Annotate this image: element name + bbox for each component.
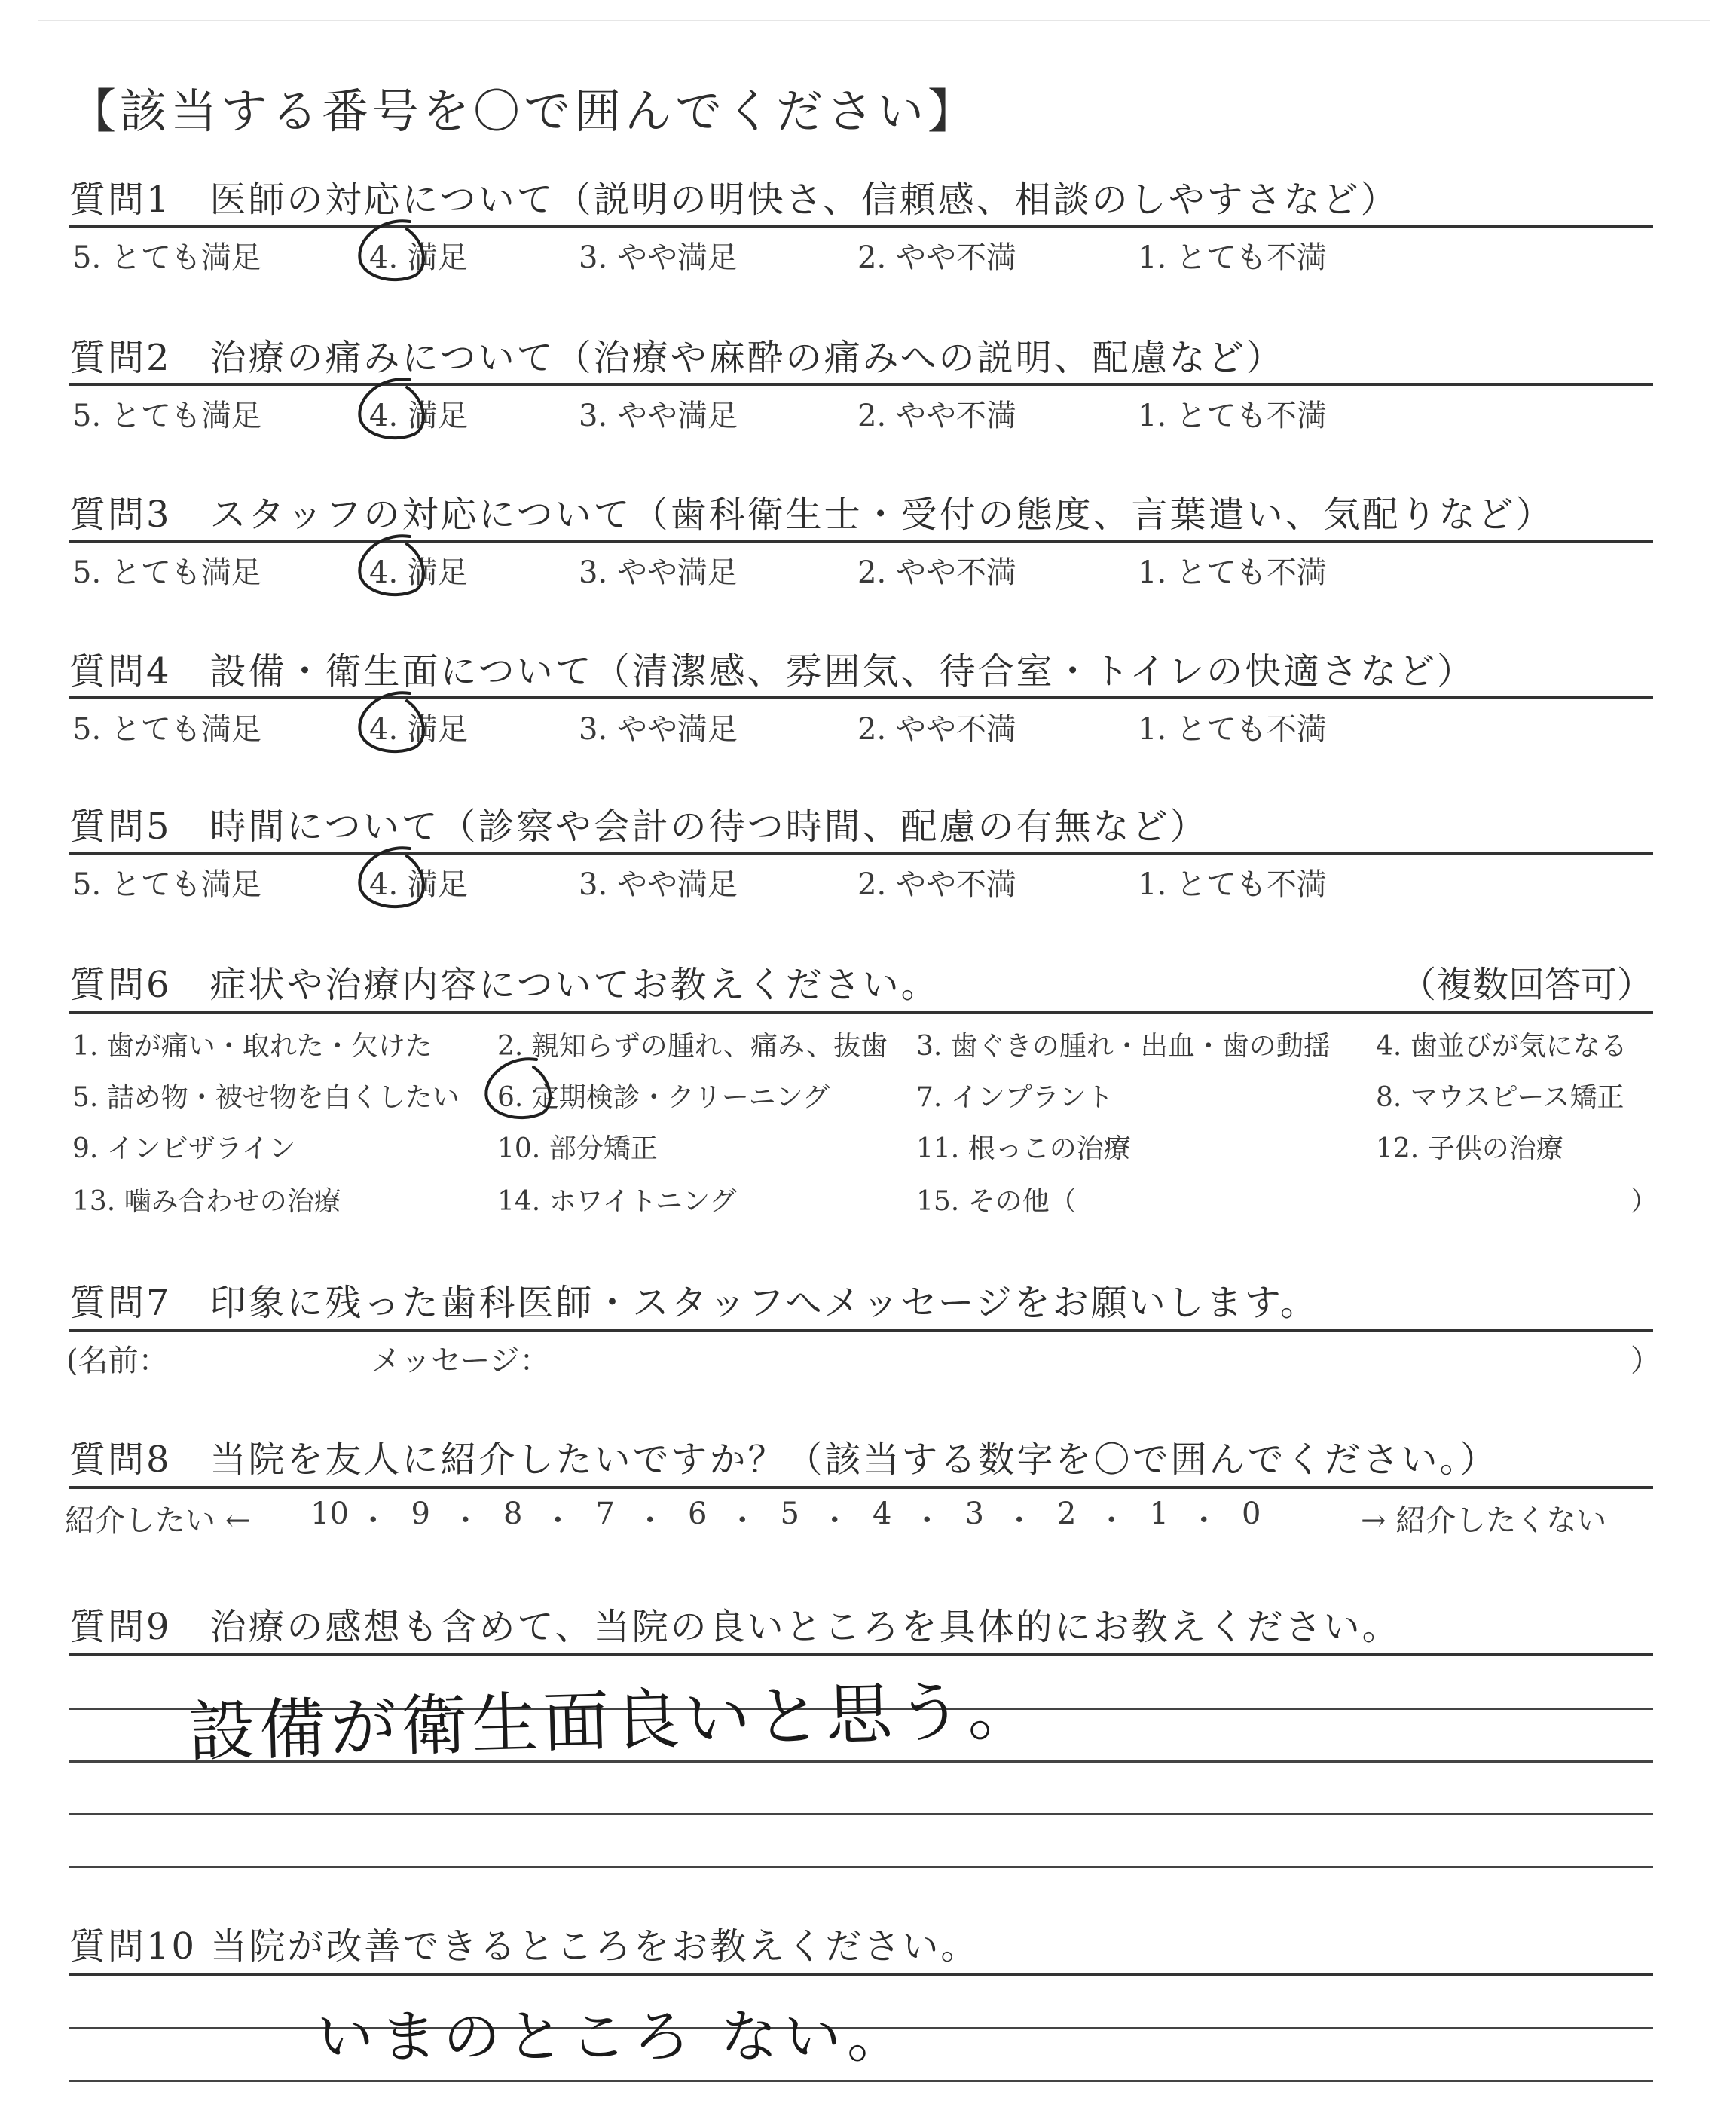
q6-other-close-paren: ） <box>1631 1186 1658 1217</box>
q4-option-4[interactable]: 4. 満足 <box>369 712 468 747</box>
q5-option-3[interactable]: 3. やや満足 <box>579 867 738 902</box>
q4-title: 質問4 設備・衛生面について（清潔感、雰囲気、待合室・トイレの快適さなど） <box>69 650 1476 693</box>
q7-message-label[interactable]: メッセージ： <box>371 1344 550 1378</box>
q6-option-5[interactable]: 5. 詰め物・被せ物を白くしたい <box>72 1082 460 1113</box>
q8-scale-separator: ・ <box>634 1503 665 1538</box>
q3-title: 質問3 スタッフの対応について（歯科衛生士・受付の態度、言葉遣い、気配りなど） <box>69 494 1554 536</box>
q2-option-3[interactable]: 3. やや満足 <box>579 399 738 433</box>
q2-option-1[interactable]: 1. とても不満 <box>1138 399 1327 433</box>
q6-option-8[interactable]: 8. マウスピース矯正 <box>1376 1082 1624 1113</box>
q8-scale-separator: ・ <box>727 1503 758 1538</box>
q3-option-1[interactable]: 1. とても不満 <box>1138 555 1327 590</box>
q8-scale-value-8[interactable]: 8 <box>503 1497 523 1531</box>
q8-scale-value-3[interactable]: 3 <box>964 1497 984 1531</box>
q1-selection-circle <box>359 221 423 280</box>
q8-scale-value-2[interactable]: 2 <box>1057 1497 1077 1531</box>
q6-option-14[interactable]: 14. ホワイトニング <box>497 1186 737 1217</box>
q3-option-3[interactable]: 3. やや満足 <box>579 555 738 590</box>
q4-option-5[interactable]: 5. とても満足 <box>72 712 261 747</box>
q7-title: 質問7 印象に残った歯科医師・スタッフへメッセージをお願いします。 <box>69 1282 1319 1324</box>
q6-note: （複数回答可） <box>1399 964 1653 1006</box>
q8-scale-separator: ・ <box>358 1503 389 1538</box>
q8-scale-separator: ・ <box>912 1503 943 1538</box>
q8-scale-value-5[interactable]: 5 <box>780 1497 799 1531</box>
q6-option-1[interactable]: 1. 歯が痛い・取れた・欠けた <box>72 1031 432 1062</box>
q8-scale-separator: ・ <box>1096 1503 1127 1538</box>
q1-option-5[interactable]: 5. とても満足 <box>72 240 261 275</box>
q10-handwritten-answer[interactable]: いまのところ ない。 <box>316 2003 911 2070</box>
q4-option-1[interactable]: 1. とても不満 <box>1138 712 1327 747</box>
q8-scale-value-0[interactable]: 0 <box>1242 1497 1261 1531</box>
q1-option-2[interactable]: 2. やや不満 <box>857 240 1016 275</box>
q6-option-11[interactable]: 11. 根っこの治療 <box>916 1133 1131 1164</box>
q8-scale-separator: ・ <box>1188 1503 1219 1538</box>
q4-selection-circle <box>359 693 423 751</box>
q5-option-1[interactable]: 1. とても不満 <box>1138 867 1327 902</box>
q5-selection-circle <box>359 848 423 907</box>
q1-option-1[interactable]: 1. とても不満 <box>1138 240 1327 275</box>
q2-title: 質問2 治療の痛みについて（治療や麻酔の痛みへの説明、配慮など） <box>69 337 1285 379</box>
q6-option-15[interactable]: 15. その他（ <box>916 1186 1077 1217</box>
q8-title: 質問8 当院を友人に紹介したいですか？（該当する数字を〇で囲んでください。） <box>69 1439 1499 1481</box>
q5-title: 質問5 時間について（診察や会計の待つ時間、配慮の有無など） <box>69 806 1209 848</box>
q5-option-2[interactable]: 2. やや不満 <box>857 867 1016 902</box>
q6-option-2[interactable]: 2. 親知らずの腫れ、痛み、抜歯 <box>497 1031 888 1062</box>
q9-title: 質問9 治療の感想も含めて、当院の良いところを具体的にお教えください。 <box>69 1606 1401 1648</box>
q8-scale-value-6[interactable]: 6 <box>688 1497 708 1531</box>
q8-scale-value-1[interactable]: 1 <box>1149 1497 1169 1531</box>
q8-scale-value-9[interactable]: 9 <box>411 1497 430 1531</box>
q3-option-2[interactable]: 2. やや不満 <box>857 555 1016 590</box>
q6-selection-circle-6 <box>486 1059 550 1118</box>
q6-option-12[interactable]: 12. 子供の治療 <box>1376 1133 1563 1164</box>
q8-scale-separator: ・ <box>542 1503 573 1538</box>
q1-option-4[interactable]: 4. 満足 <box>369 240 468 275</box>
q8-scale-value-4[interactable]: 4 <box>873 1497 892 1531</box>
q4-option-2[interactable]: 2. やや不満 <box>857 712 1016 747</box>
q8-scale-value-10[interactable]: 10 <box>310 1497 349 1531</box>
q6-option-6[interactable]: 6. 定期検診・クリーニング <box>497 1082 830 1113</box>
q1-option-3[interactable]: 3. やや満足 <box>579 240 738 275</box>
q8-scale-separator: ・ <box>450 1503 481 1538</box>
q6-option-4[interactable]: 4. 歯並びが気になる <box>1376 1031 1628 1062</box>
q2-option-2[interactable]: 2. やや不満 <box>857 399 1016 433</box>
q3-selection-circle <box>359 536 423 595</box>
q2-selection-circle <box>359 379 423 438</box>
q6-option-13[interactable]: 13. 噛み合わせの治療 <box>72 1186 341 1217</box>
q8-right-label: → 紹介したくない <box>1361 1503 1607 1538</box>
q7-close-paren: ） <box>1631 1344 1661 1378</box>
q6-option-10[interactable]: 10. 部分矯正 <box>497 1133 658 1164</box>
instruction-heading: 【該当する番号を〇で囲んでください】 <box>69 84 979 139</box>
q2-option-4[interactable]: 4. 満足 <box>369 399 468 433</box>
q8-scale-separator: ・ <box>819 1503 850 1538</box>
q6-option-3[interactable]: 3. 歯ぐきの腫れ・出血・歯の動揺 <box>916 1031 1331 1062</box>
q10-title: 質問10 当院が改善できるところをお教えください。 <box>69 1925 980 1968</box>
q8-scale-separator: ・ <box>1004 1503 1035 1538</box>
q5-option-5[interactable]: 5. とても満足 <box>72 867 261 902</box>
q6-option-7[interactable]: 7. インプラント <box>916 1082 1114 1113</box>
q3-option-5[interactable]: 5. とても満足 <box>72 555 261 590</box>
q4-option-3[interactable]: 3. やや満足 <box>579 712 738 747</box>
q1-title: 質問1 医師の対応について（説明の明快さ、信頼感、相談のしやすさなど） <box>69 179 1399 221</box>
q6-title: 質問6 症状や治療内容についてお教えください。 <box>69 964 940 1006</box>
q9-handwritten-answer[interactable]: 設備が衛生面良いと思う。 <box>188 1671 1040 1771</box>
q8-scale-value-7[interactable]: 7 <box>595 1497 615 1531</box>
q7-name-label[interactable]: (名前： <box>66 1344 169 1378</box>
q8-left-label: 紹介したい ← <box>65 1503 251 1538</box>
q3-option-4[interactable]: 4. 満足 <box>369 555 468 590</box>
q5-option-4[interactable]: 4. 満足 <box>369 867 468 902</box>
q2-option-5[interactable]: 5. とても満足 <box>72 399 261 433</box>
q6-option-9[interactable]: 9. インビザライン <box>72 1133 296 1164</box>
